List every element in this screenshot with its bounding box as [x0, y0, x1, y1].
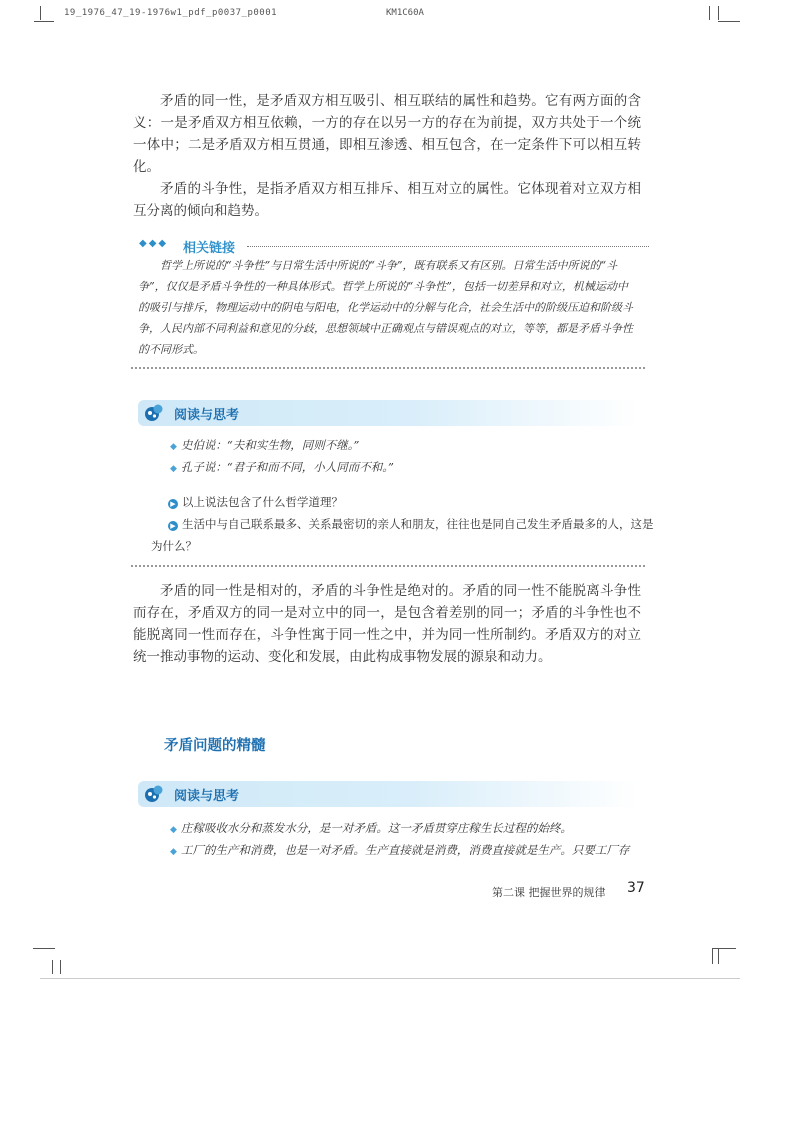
question-item: ▶ 生活中与自己联系最多、关系最密切的亲人和朋友，往往也是同自己发生矛盾最多的人，这是	[168, 516, 654, 532]
scan-mark	[718, 6, 719, 20]
arrow-circle-icon: ▶	[168, 521, 178, 531]
scan-filename: 19_1976_47_19-1976w1_pdf_p0037_p0001	[64, 8, 278, 18]
scan-mark	[34, 21, 54, 22]
scan-mark	[718, 948, 719, 964]
reading-banner	[138, 400, 638, 426]
scan-mark	[712, 948, 713, 964]
diamond-icon: ◆◆◆	[139, 238, 169, 249]
related-link-text: 哲学上所说的“斗争性”与日常生活中所说的“斗争”，既有联系又有区别。日常生活中所说的“斗争”，仅仅是矛盾斗争性的一种具体形式。哲学上所说的“斗争性”，包括一切差异和对立，机械运动中的吸引与排斥，物理运动中的阴电与阳电，化学运动中的分解与化合，社会生活中的阶级压迫和阶级斗争，人民内部不同利益和意见的分歧，思想领域中正确观点与错误观点的对立，等等，都是矛盾斗争性的不同形式。	[138, 259, 633, 356]
scan-mark	[60, 960, 61, 974]
page-edge	[40, 978, 740, 979]
related-link-title: 相关链接	[183, 241, 236, 256]
reading-title: 阅读与思考	[174, 789, 240, 804]
reading-banner	[138, 781, 638, 807]
scan-device: KM1C60A	[386, 8, 424, 18]
scan-mark	[52, 960, 53, 974]
question-item: ▶ 以上说法包含了什么哲学道理？	[168, 494, 343, 510]
related-link-header	[139, 238, 649, 254]
list-item: ◆ 史伯说：“夫和实生物，同则不继。”	[170, 438, 360, 452]
scan-mark	[718, 21, 740, 22]
page-number: 37	[627, 880, 645, 896]
list-item: ◆ 庄稼吸收水分和蒸发水分，是一对矛盾。这一矛盾贯穿庄稼生长过程的始终。	[170, 821, 572, 835]
scan-mark	[709, 6, 710, 20]
diamond-bullet-icon: ◆	[170, 464, 177, 474]
section-heading: 矛盾问题的精髓	[164, 738, 266, 754]
paragraph-identity: 矛盾的同一性，是矛盾双方相互吸引、相互联结的属性和趋势。它有两方面的含义：一是矛盾双方相互依赖，一方的存在以另一方的存在为前提，双方共处于一个统一体中；二是矛盾双方相互贯通，即相互渗透、相互包含，在一定条件下可以相互转化。	[133, 93, 641, 175]
chapter-label: 第二课 把握世界的规律	[492, 886, 606, 899]
arrow-circle-icon: ▶	[168, 499, 178, 509]
reading-title: 阅读与思考	[174, 408, 240, 423]
scan-mark	[33, 948, 55, 949]
dotted-rule	[131, 565, 645, 567]
paragraph-relation: 矛盾的同一性是相对的，矛盾的斗争性是绝对的。矛盾的同一性不能脱离斗争性而存在，矛盾双方的同一是对立中的同一，是包含着差别的同一；矛盾的斗争性也不能脱离同一性而存在，斗争性寓于同一性之中，并为同一性所制约。矛盾双方的对立统一推动事物的运动、变化和发展，由此构成事物发展的源泉和动力。	[133, 583, 641, 665]
scan-mark	[712, 948, 736, 949]
scan-mark	[40, 6, 41, 20]
question-item-continued: 为什么？	[151, 539, 197, 553]
dotted-rule	[131, 367, 645, 369]
diamond-bullet-icon: ◆	[170, 847, 177, 857]
list-item: ◆ 工厂的生产和消费，也是一对矛盾。生产直接就是消费，消费直接就是生产。只要工厂存	[170, 843, 630, 857]
diamond-bullet-icon: ◆	[170, 442, 177, 452]
paragraph-struggle: 矛盾的斗争性，是指矛盾双方相互排斥、相互对立的属性。它体现着对立双方相互分离的倾向和趋势。	[133, 181, 641, 219]
list-item: ◆ 孔子说：“君子和而不同，小人同而不和。”	[170, 460, 394, 474]
diamond-bullet-icon: ◆	[170, 825, 177, 835]
dotted-divider	[247, 246, 649, 247]
reading-think-icon	[144, 403, 164, 423]
reading-think-icon	[144, 784, 164, 804]
